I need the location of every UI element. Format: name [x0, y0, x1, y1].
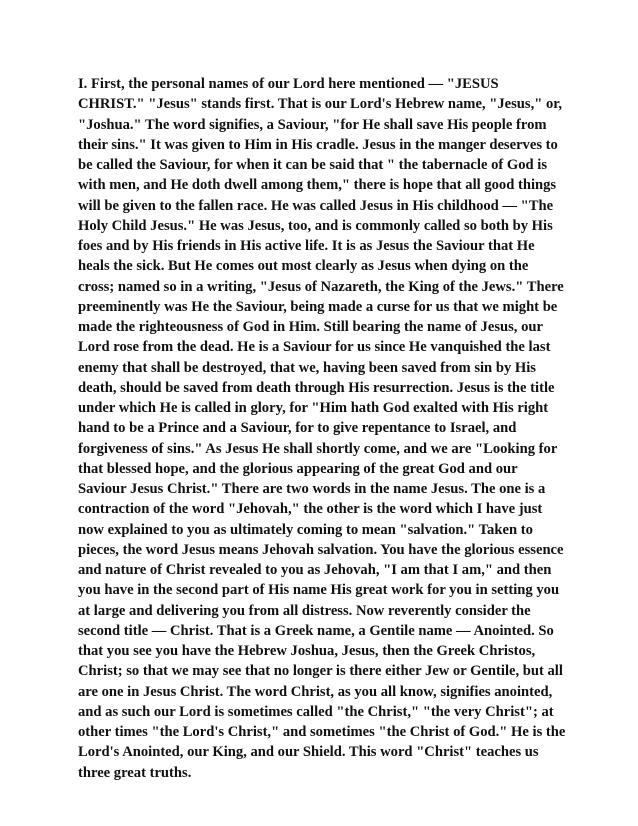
text-line: are one in Jesus Christ. The word Christ, as you all know, signifies anointed,	[78, 683, 553, 700]
text-line: forgiveness of sins." As Jesus He shall shortly come, and we are "Looking for	[78, 440, 558, 457]
text-line: their sins." It was given to Him in His cradle. Jesus in the manger deserves to	[78, 136, 558, 153]
text-line: I. First, the personal names of our Lord here mentioned — "JESUS	[78, 76, 499, 92]
text-line: you have in the second part of His name His great work for you in setting you	[78, 582, 560, 599]
text-line: will be given to the fallen race. He was called Jesus in His childhood — "The	[78, 197, 554, 214]
text-line: now explained to you as ultimately coming to mean "salvation." Taken to	[78, 521, 533, 538]
text-line: pieces, the word Jesus means Jehovah salvation. You have the glorious essence	[78, 541, 564, 558]
text-line: contraction of the word "Jehovah," the other is the word which I have just	[78, 501, 543, 518]
text-line: death, should be saved from death through His resurrection. Jesus is the title	[78, 379, 555, 396]
text-line: Saviour Jesus Christ." There are two words in the name Jesus. The one is a	[78, 481, 546, 497]
text-line: CHRIST." "Jesus" stands first. That is our Lord's Hebrew name, "Jesus," or,	[78, 96, 563, 113]
text-line: hand to be a Prince and a Saviour, for to give repentance to Israel, and	[78, 420, 517, 437]
text-line: heals the sick. But He comes out most clearly as Jesus when dying on the	[78, 258, 529, 275]
text-line: with men, and He doth dwell among them," there is hope that all good things	[78, 177, 557, 194]
text-line: enemy that shall be destroyed, that we, having been saved from sin by His	[78, 359, 536, 376]
text-line: made the righteousness of God in Him. Still bearing the name of Jesus, our	[78, 319, 543, 335]
text-line: cross; named so in a writing, "Jesus of Nazareth, the King of the Jews." There	[78, 278, 564, 295]
text-line: Holy Child Jesus." He was Jesus, too, and is commonly called so both by His	[78, 217, 553, 234]
text-line: that you see you have the Hebrew Joshua, Jesus, then the Greek Christos,	[78, 643, 536, 659]
text-line: Lord's Anointed, our King, and our Shield. This word "Christ" teaches us	[78, 744, 539, 761]
body-paragraph	[78, 74, 578, 783]
text-line: other times "the Lord's Christ," and sometimes "the Christ of God." He is the	[78, 724, 566, 740]
text-line: three great truths.	[78, 764, 192, 781]
text-line: that blessed hope, and the glorious appearing of the great God and our	[78, 460, 518, 477]
text-line: preeminently was He the Saviour, being made a curse for us that we might be	[78, 298, 558, 315]
text-line: Christ; so that we may see that no longer is there either Jew or Gentile, but all	[78, 663, 563, 680]
text-line: at large and delivering you from all distress. Now reverently consider the	[78, 602, 531, 619]
text-line: "Joshua." The word signifies, a Saviour, "for He shall save His people from	[78, 116, 547, 133]
text-line: under which He is called in glory, for "Him hath God exalted with His right	[78, 400, 549, 416]
text-line: Lord rose from the dead. He is a Saviour for us since He vanquished the last	[78, 339, 551, 356]
text-line: and nature of Christ revealed to you as Jehovah, "I am that I am," and then	[78, 562, 552, 578]
text-line: be called the Saviour, for when it can be said that " the tabernacle of God is	[78, 157, 548, 173]
text-line: and as such our Lord is sometimes called "the Christ," "the very Christ"; at	[78, 703, 554, 720]
text-line: second title — Christ. That is a Greek name, a Gentile name — Anointed. So	[78, 622, 554, 639]
text-line: foes and by His friends in His active life. It is as Jesus the Saviour that He	[78, 238, 535, 254]
